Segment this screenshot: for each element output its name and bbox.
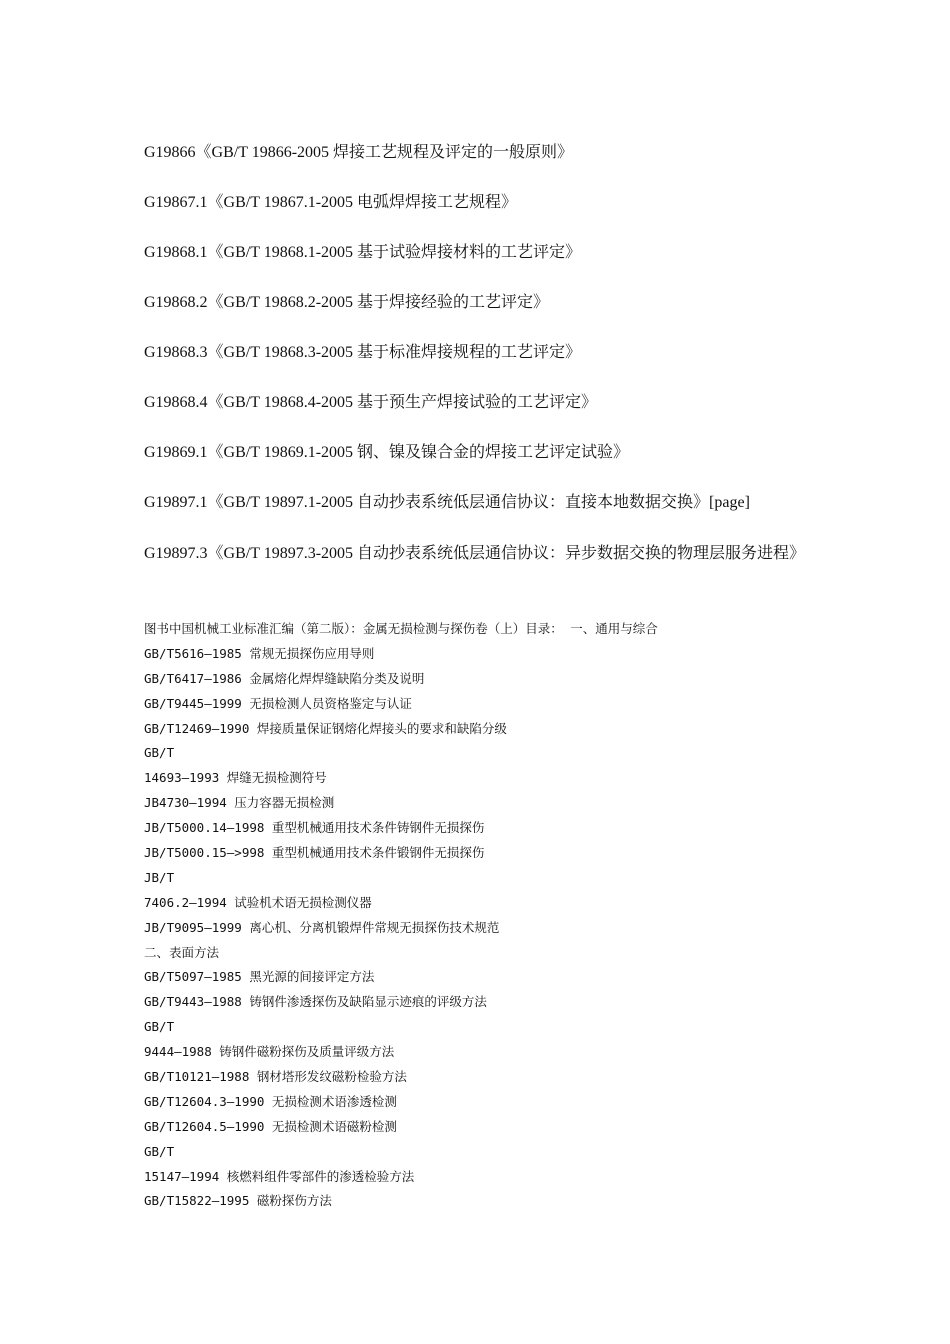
toc-line: GB/T10121—1988 钢材塔形发纹磁粉检验方法 [144, 1069, 407, 1085]
toc-line: GB/T6417—1986 金属熔化焊焊缝缺陷分类及说明 [144, 670, 425, 686]
standard-item: G19897.3《GB/T 19897.3-2005 自动抄表系统低层通信协议：异步数据交换的物理层服务进程》 [144, 545, 806, 562]
toc-line: GB/T [144, 1019, 175, 1035]
toc-line: JB/T9095—1999 离心机、分离机锻焊件常规无损探伤技术规范 [144, 919, 500, 935]
standard-item: G19868.1《GB/T 19868.1-2005 基于试验焊接材料的工艺评定》 [144, 244, 582, 261]
toc-line: GB/T12604.5—1990 无损检测术语磁粉检测 [144, 1118, 397, 1134]
toc-line: JB/T5000.15—>998 重型机械通用技术条件锻钢件无损探伤 [144, 845, 485, 861]
toc-line: GB/T12469—1990 焊接质量保证钢熔化焊接头的要求和缺陷分级 [144, 720, 507, 736]
toc-line: JB/T5000.14—1998 重型机械通用技术条件铸钢件无损探伤 [144, 820, 485, 836]
standard-item: G19869.1《GB/T 19869.1-2005 钢、镍及镍合金的焊接工艺评定试验》 [144, 444, 630, 461]
standard-item: G19866《GB/T 19866-2005 焊接工艺规程及评定的一般原则》 [144, 144, 574, 161]
toc-line: GB/T9443—1988 铸钢件渗透探伤及缺陷显示迹痕的评级方法 [144, 994, 487, 1010]
toc-line: 9444—1988 铸钢件磁粉探伤及质量评级方法 [144, 1044, 395, 1060]
toc-line: JB/T [144, 869, 175, 885]
toc-line: 14693—1993 焊缝无损检测符号 [144, 770, 327, 786]
toc-line: GB/T12604.3—1990 无损检测术语渗透检测 [144, 1093, 397, 1109]
toc-heading: 图书中国机械工业标准汇编（第二版）：金属无损检测与探伤卷（上）目录： 一、通用与综合 [144, 621, 658, 636]
toc-line: GB/T [144, 745, 175, 761]
standard-item: G19868.3《GB/T 19868.3-2005 基于标准焊接规程的工艺评定》 [144, 344, 582, 361]
toc-line: GB/T5616—1985 常规无损探伤应用导则 [144, 645, 375, 661]
toc-line: GB/T [144, 1143, 175, 1159]
toc-line: 7406.2—1994 试验机术语无损检测仪器 [144, 894, 372, 910]
standard-item: G19868.2《GB/T 19868.2-2005 基于焊接经验的工艺评定》 [144, 294, 550, 311]
standards-list [144, 142, 824, 594]
toc-line: JB4730—1994 压力容器无损检测 [144, 795, 335, 811]
toc-line: GB/T9445—1999 无损检测人员资格鉴定与认证 [144, 695, 412, 711]
standard-item: G19868.4《GB/T 19868.4-2005 基于预生产焊接试验的工艺评定》 [144, 394, 598, 411]
toc-section-heading: 二、表面方法 [144, 944, 220, 960]
toc-line: GB/T5097—1985 黑光源的间接评定方法 [144, 969, 375, 985]
standard-item: G19867.1《GB/T 19867.1-2005 电弧焊焊接工艺规程》 [144, 194, 518, 211]
toc-line: 15147—1994 核燃料组件零部件的渗透检验方法 [144, 1168, 415, 1184]
toc-line: GB/T15822—1995 磁粉探伤方法 [144, 1193, 332, 1209]
table-of-contents [144, 617, 844, 1214]
standard-item: G19897.1《GB/T 19897.1-2005 自动抄表系统低层通信协议：直接本地数据交换》[page] [144, 494, 750, 511]
